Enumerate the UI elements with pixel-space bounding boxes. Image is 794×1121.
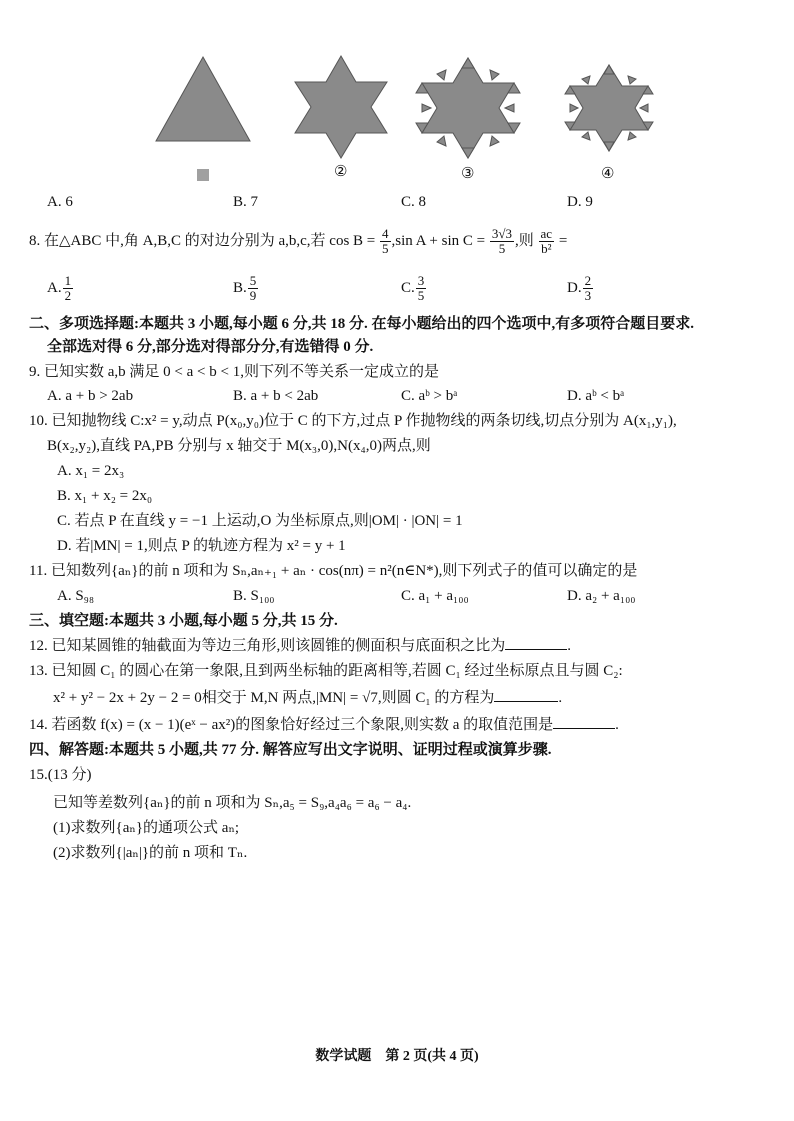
q12-answer-blank[interactable] bbox=[505, 649, 567, 650]
q9-stem: 9. 已知实数 a,b 满足 0 < a < b < 1,则下列不等关系一定成立的是 bbox=[29, 364, 439, 380]
q8-option-a: A. $\frac{1}{2}$ bbox=[47, 273, 72, 304]
q8-ratio-fraction: $\frac{ac}{\text{b²}}$ bbox=[540, 226, 553, 257]
q9-option-d: D. aᵇ < bᵃ bbox=[567, 388, 625, 404]
section-2-heading: 二、多项选择题:本题共 3 小题,每小题 6 分,共 18 分. 在每小题给出的四个选项中,有多项符合题目要求. bbox=[29, 316, 694, 332]
figure-3-snowflake bbox=[416, 58, 520, 158]
q13-answer-blank[interactable] bbox=[494, 701, 558, 702]
section-4-heading: 四、解答题:本题共 5 小题,共 77 分. 解答应写出文字说明、证明过程或演算步骤. bbox=[29, 742, 552, 758]
figure-4-label: ④ bbox=[601, 166, 615, 182]
q10-option-c: C. 若点 P 在直线 y = −1 上运动,O 为坐标原点,则|OM| · |ON| = 1 bbox=[57, 513, 463, 529]
q7-option-b: B. 7 bbox=[233, 194, 259, 210]
q8-option-c: C. $\frac{3}{5}$ bbox=[401, 273, 425, 304]
q10-option-d: D. 若|MN| = 1,则点 P 的轨迹方程为 x² = y + 1 bbox=[57, 538, 346, 554]
q9-option-c: C. aᵇ > bᵃ bbox=[401, 388, 458, 404]
q9-option-b: B. a + b < 2ab bbox=[233, 388, 319, 404]
fractal-figures bbox=[0, 0, 794, 190]
q11-stem: 11. 已知数列{aₙ}的前 n 项和为 Sₙ,aₙ₊₁ + aₙ · cos(nπ) = n²(n∈N*),则下列式子的值可以确定的是 bbox=[29, 563, 638, 579]
figure-2-label: ② bbox=[334, 164, 348, 180]
q9-option-a: A. a + b > 2ab bbox=[47, 388, 134, 404]
figure-1-label-mark bbox=[197, 169, 209, 181]
q8-sum-fraction: $\frac{3√3}{5}$ bbox=[491, 226, 513, 257]
q11-option-d: D. a₂ + a₁₀₀ bbox=[567, 588, 636, 604]
page-footer: 数学试题 第 2 页(共 4 页) bbox=[315, 1049, 479, 1064]
q7-option-a: A. 6 bbox=[47, 194, 73, 210]
figure-1-triangle bbox=[156, 57, 250, 141]
q13-stem-line2: x² + y² − 2x + 2y − 2 = 0相交于 M,N 两点,|MN| = √7,则圆 C₁ 的方程为 . bbox=[53, 690, 563, 706]
q10-stem-line1: 10. 已知抛物线 C:x² = y,动点 P(x₀,y₀)位于 C 的下方,过点 P 作抛物线的两条切线,切点分别为 A(x₁,y₁), bbox=[29, 413, 677, 429]
q8-option-b: B. $\frac{5}{9}$ bbox=[233, 273, 257, 304]
figure-4-snowflake bbox=[565, 65, 653, 151]
q12-stem: 12. 已知某圆锥的轴截面为等边三角形,则该圆锥的侧面积与底面积之比为 . bbox=[29, 638, 572, 654]
q8-stem: 8. 在△ABC 中,角 A,B,C 的对边分别为 a,b,c,若 cos B = $\frac{4}{5}$ ,sin A + sin C = $\frac{3√3}{5}$ ,则 $\frac{ac}{\text{b²}}$ = bbox=[29, 226, 568, 257]
q7-option-c: C. 8 bbox=[401, 194, 427, 210]
q15-header: 15.(13 分) bbox=[29, 767, 92, 783]
q11-option-a: A. S₉₈ bbox=[57, 588, 95, 604]
q10-stem-line2: B(x₂,y₂),直线 PA,PB 分别与 x 轴交于 M(x₃,0),N(x₄,0)两点,则 bbox=[47, 438, 431, 454]
figure-2-star bbox=[295, 56, 387, 158]
section-2-heading-cont: 全部选对得 6 分,部分选对得部分分,有选错得 0 分. bbox=[47, 339, 374, 355]
q7-option-d: D. 9 bbox=[567, 194, 593, 210]
q10-option-a: A. x₁ = 2x₃ bbox=[57, 463, 125, 479]
q15-part-1: (1)求数列{aₙ}的通项公式 aₙ; bbox=[53, 820, 240, 836]
q8-option-d: D. $\frac{2}{3}$ bbox=[567, 273, 592, 304]
q15-part-2: (2)求数列{|aₙ|}的前 n 项和 Tₙ. bbox=[53, 845, 248, 861]
q11-option-b: B. S₁₀₀ bbox=[233, 588, 275, 604]
q14-stem: 14. 若函数 f(x) = (x − 1)(eˣ − ax²)的图象恰好经过三个象限,则实数 a 的取值范围是 . bbox=[29, 717, 619, 733]
q13-stem-line1: 13. 已知圆 C₁ 的圆心在第一象限,且到两坐标轴的距离相等,若圆 C₁ 经过坐标原点且与圆 C₂: bbox=[29, 663, 623, 679]
q11-option-c: C. a₁ + a₁₀₀ bbox=[401, 588, 469, 604]
q15-stem: 已知等差数列{aₙ}的前 n 项和为 Sₙ,a₅ = S₉,a₄a₆ = a₆ − a₄. bbox=[53, 795, 412, 811]
figure-3-label: ③ bbox=[461, 166, 475, 182]
q10-option-b: B. x₁ + x₂ = 2x₀ bbox=[57, 488, 153, 504]
q8-cosb-fraction: $\frac{4}{5}$ bbox=[382, 226, 389, 257]
q14-answer-blank[interactable] bbox=[553, 728, 615, 729]
section-3-heading: 三、填空题:本题共 3 小题,每小题 5 分,共 15 分. bbox=[29, 613, 338, 629]
